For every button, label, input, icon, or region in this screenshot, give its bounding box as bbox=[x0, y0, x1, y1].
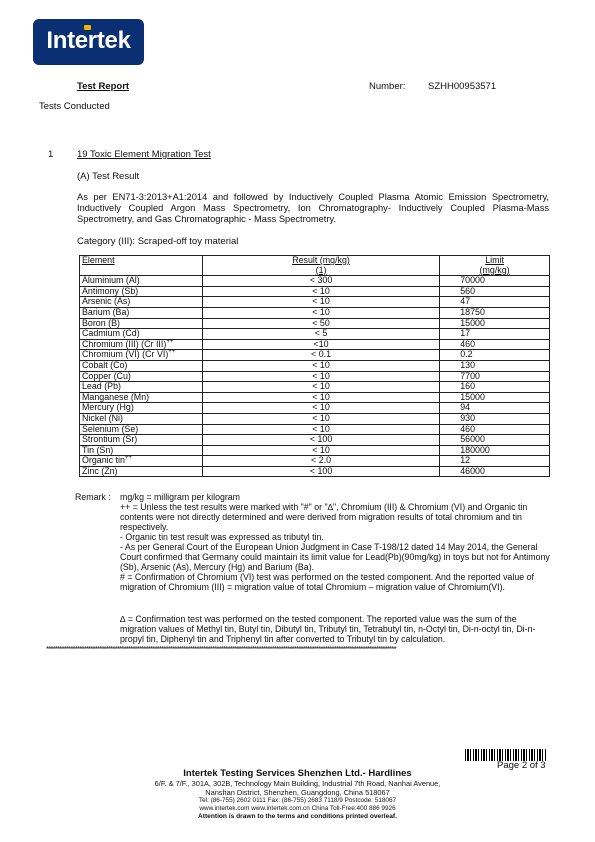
page-number: Page 2 of 3 bbox=[497, 760, 546, 771]
method-description: As per EN71-3:2013+A1:2014 and followed by Inductively Coupled Plasma Atomic Emission Spectrometry, Inductively Coupled Argon Mass Spectrometry, Ion Chromatography- Inductively Coupled Plasma-Mass Spectrometry, and Gas Chromatographic - Mass Spectrometry. bbox=[77, 192, 549, 224]
element-name: Manganese (Mn) bbox=[82, 391, 150, 402]
element-name: Tin (Sn) bbox=[82, 444, 114, 455]
element-cell bbox=[80, 339, 203, 350]
result-cell: < 10 bbox=[202, 445, 439, 456]
remark-units: mg/kg = milligram per kilogram bbox=[120, 492, 241, 502]
result-cell: < 0.1 bbox=[202, 350, 439, 361]
results-table bbox=[79, 255, 550, 477]
report-title: Test Report bbox=[77, 81, 130, 92]
result-cell: < 300 bbox=[202, 276, 439, 287]
element-name: Chromium (III) (Cr III) bbox=[82, 338, 167, 349]
result-cell: < 10 bbox=[202, 382, 439, 393]
result-cell: < 10 bbox=[202, 286, 439, 297]
footer-address-1: 6/F. & 7/F., 301A, 302B, Technology Main Building, Industrial 7th Road, Nanhai Avenue, bbox=[154, 779, 441, 788]
element-cell bbox=[80, 318, 203, 329]
result-cell: < 10 bbox=[202, 360, 439, 371]
element-name: Boron (B) bbox=[82, 317, 120, 328]
table-row bbox=[80, 329, 550, 340]
element-name: Cadmium (Cd) bbox=[82, 328, 140, 339]
element-cell bbox=[80, 276, 203, 287]
remark-note-1: ++ = Unless the test results were marked with "#" or "∆", Chromium (III) & Chromium (VI) and Organic tin contents were not directly determined and were derived from migration results of total chromium and tin respectively. bbox=[120, 502, 528, 532]
tests-conducted-heading: Tests Conducted bbox=[39, 101, 110, 112]
limit-cell: 18750 bbox=[440, 307, 550, 318]
table-row bbox=[80, 403, 550, 414]
table-row bbox=[80, 318, 550, 329]
element-name: Selenium (Se) bbox=[82, 423, 139, 434]
category-label: Category (III): Scraped-off toy material bbox=[77, 236, 239, 247]
result-cell: < 10 bbox=[202, 307, 439, 318]
limit-cell: 12 bbox=[440, 456, 550, 467]
table-row bbox=[80, 339, 550, 350]
table-row bbox=[80, 435, 550, 446]
header-limit-sub: (mg/kg) bbox=[479, 264, 510, 275]
limit-cell: 0.2 bbox=[440, 350, 550, 361]
table-row bbox=[80, 360, 550, 371]
intertek-logo bbox=[33, 19, 144, 65]
element-cell bbox=[80, 371, 203, 382]
result-cell: < 100 bbox=[202, 466, 439, 477]
element-name: Aluminium (Al) bbox=[82, 275, 140, 286]
footnote-marker: ++ bbox=[168, 349, 176, 356]
table-row bbox=[80, 286, 550, 297]
element-cell bbox=[80, 360, 203, 371]
header-element: Element bbox=[82, 255, 115, 265]
result-cell: < 100 bbox=[202, 435, 439, 446]
element-name: Cobalt (Co) bbox=[82, 359, 128, 370]
element-cell bbox=[80, 350, 203, 361]
table-row bbox=[80, 413, 550, 424]
element-name: Antimony (Sb) bbox=[82, 285, 139, 296]
limit-cell: 460 bbox=[440, 339, 550, 350]
table-row bbox=[80, 382, 550, 393]
header-result-sub: (1) bbox=[315, 264, 327, 275]
remark-note-3: - As per General Court of the European Union Judgment in Case T-198/12 dated 14 May 2014, the General Court confirmed that Germany could maintain its limit value for Lead(Pb)(90mg/kg) in toys but not for Antimony (Sb), Arsenic (As), Mercury (Hg) and Barium (Ba). bbox=[120, 542, 550, 572]
element-cell bbox=[80, 297, 203, 308]
element-cell bbox=[80, 403, 203, 414]
element-cell bbox=[80, 424, 203, 435]
result-cell: < 10 bbox=[202, 413, 439, 424]
footer-attention: Attention is drawn to the terms and conditions printed overleaf. bbox=[198, 813, 397, 820]
logo-text: Intertek bbox=[46, 27, 131, 54]
remark-note-2: - Organic tin test result was expressed as tributyl tin. bbox=[120, 532, 324, 542]
limit-cell: 56000 bbox=[440, 435, 550, 446]
header-limit: Limit bbox=[485, 255, 504, 265]
element-name: Nickel (Ni) bbox=[82, 412, 123, 423]
footnote-marker: ++ bbox=[166, 338, 174, 345]
limit-cell: 180000 bbox=[440, 445, 550, 456]
element-name: Mercury (Hg) bbox=[82, 402, 134, 413]
section-subtitle: (A) Test Result bbox=[77, 171, 140, 182]
result-cell: < 10 bbox=[202, 371, 439, 382]
limit-cell: 15000 bbox=[440, 318, 550, 329]
footnote-marker: ++ bbox=[124, 455, 132, 462]
element-cell bbox=[80, 329, 203, 340]
limit-cell: 70000 bbox=[440, 276, 550, 287]
element-name: Organic tin bbox=[82, 455, 125, 466]
element-cell bbox=[80, 466, 203, 477]
limit-cell: 15000 bbox=[440, 392, 550, 403]
table-row bbox=[80, 424, 550, 435]
table-row bbox=[80, 371, 550, 382]
element-cell bbox=[80, 456, 203, 467]
table-row bbox=[80, 392, 550, 403]
limit-cell: 7700 bbox=[440, 371, 550, 382]
remark-note-5: ∆ = Confirmation test was performed on the tested component. The reported value was the sum of the migration values of Methyl tin, Butyl tin, Dibutyl tin, Tributyl tin, Tetrabutyl tin, n-Octyl tin, Di-n-octyl tin, Di-n-propyl tin, Diphenyl tin and Triphenyl tin after converted to Tributyl tin by calculation. bbox=[120, 614, 536, 644]
table-row bbox=[80, 307, 550, 318]
result-cell: < 50 bbox=[202, 318, 439, 329]
result-cell: < 5 bbox=[202, 329, 439, 340]
table-header-subrow bbox=[80, 266, 550, 276]
remark-note-4: # = Confirmation of Chromium (VI) test was performed on the tested component. And the reported value of migration of Chromium (III) = migration value of total Chromium – migration value of Chromium(VI). bbox=[120, 572, 534, 592]
element-cell bbox=[80, 392, 203, 403]
table-row bbox=[80, 350, 550, 361]
element-name: Arsenic (As) bbox=[82, 296, 131, 307]
element-name: Zinc (Zn) bbox=[82, 465, 118, 476]
table-row bbox=[80, 445, 550, 456]
footer-web: www.intertek.com www.intertek.com.cn China Toll-Free:400 886 9926 bbox=[199, 805, 396, 812]
footer-company: Intertek Testing Services Shenzhen Ltd.- Hardlines bbox=[183, 768, 412, 779]
section-title: 19 Toxic Element Migration Test bbox=[77, 149, 211, 160]
result-cell: <10 bbox=[202, 339, 439, 350]
limit-cell: 94 bbox=[440, 403, 550, 414]
element-cell bbox=[80, 435, 203, 446]
result-cell: < 2.0 bbox=[202, 456, 439, 467]
limit-cell: 560 bbox=[440, 286, 550, 297]
header-result: Result (mg/kg) bbox=[292, 255, 350, 265]
limit-cell: 130 bbox=[440, 360, 550, 371]
table-row bbox=[80, 297, 550, 308]
element-cell bbox=[80, 445, 203, 456]
limit-cell: 160 bbox=[440, 382, 550, 393]
element-name: Copper (Cu) bbox=[82, 370, 131, 381]
result-cell: < 10 bbox=[202, 392, 439, 403]
element-name: Barium (Ba) bbox=[82, 306, 130, 317]
table-row bbox=[80, 466, 550, 477]
element-cell bbox=[80, 307, 203, 318]
element-cell bbox=[80, 286, 203, 297]
element-name: Chromium (VI) (Cr VI) bbox=[82, 349, 169, 360]
limit-cell: 47 bbox=[440, 297, 550, 308]
element-name: Lead (Pb) bbox=[82, 381, 121, 392]
result-cell: < 10 bbox=[202, 403, 439, 414]
limit-cell: 17 bbox=[440, 329, 550, 340]
section-number: 1 bbox=[48, 149, 54, 160]
footer-tel: Tel: (86-755) 2602 0111 Fax: (86-755) 2683 7118/9 Postcode: 518067 bbox=[198, 797, 397, 804]
limit-cell: 930 bbox=[440, 413, 550, 424]
result-cell: < 10 bbox=[202, 424, 439, 435]
limit-cell: 46000 bbox=[440, 466, 550, 477]
element-cell bbox=[80, 382, 203, 393]
remark-label: Remark : bbox=[75, 492, 111, 502]
element-cell bbox=[80, 413, 203, 424]
report-number: SZHH00953571 bbox=[428, 81, 497, 92]
table-row bbox=[80, 456, 550, 467]
element-name: Strontium (Sr) bbox=[82, 434, 138, 445]
separator-line: ************************************************************************************************************************************************************** bbox=[46, 645, 396, 654]
limit-cell: 460 bbox=[440, 424, 550, 435]
table-row bbox=[80, 276, 550, 287]
result-cell: < 10 bbox=[202, 297, 439, 308]
number-label: Number: bbox=[369, 81, 406, 92]
footer-address-2: Nanshan District, Shenzhen, Guangdong, China 518067 bbox=[205, 788, 390, 797]
